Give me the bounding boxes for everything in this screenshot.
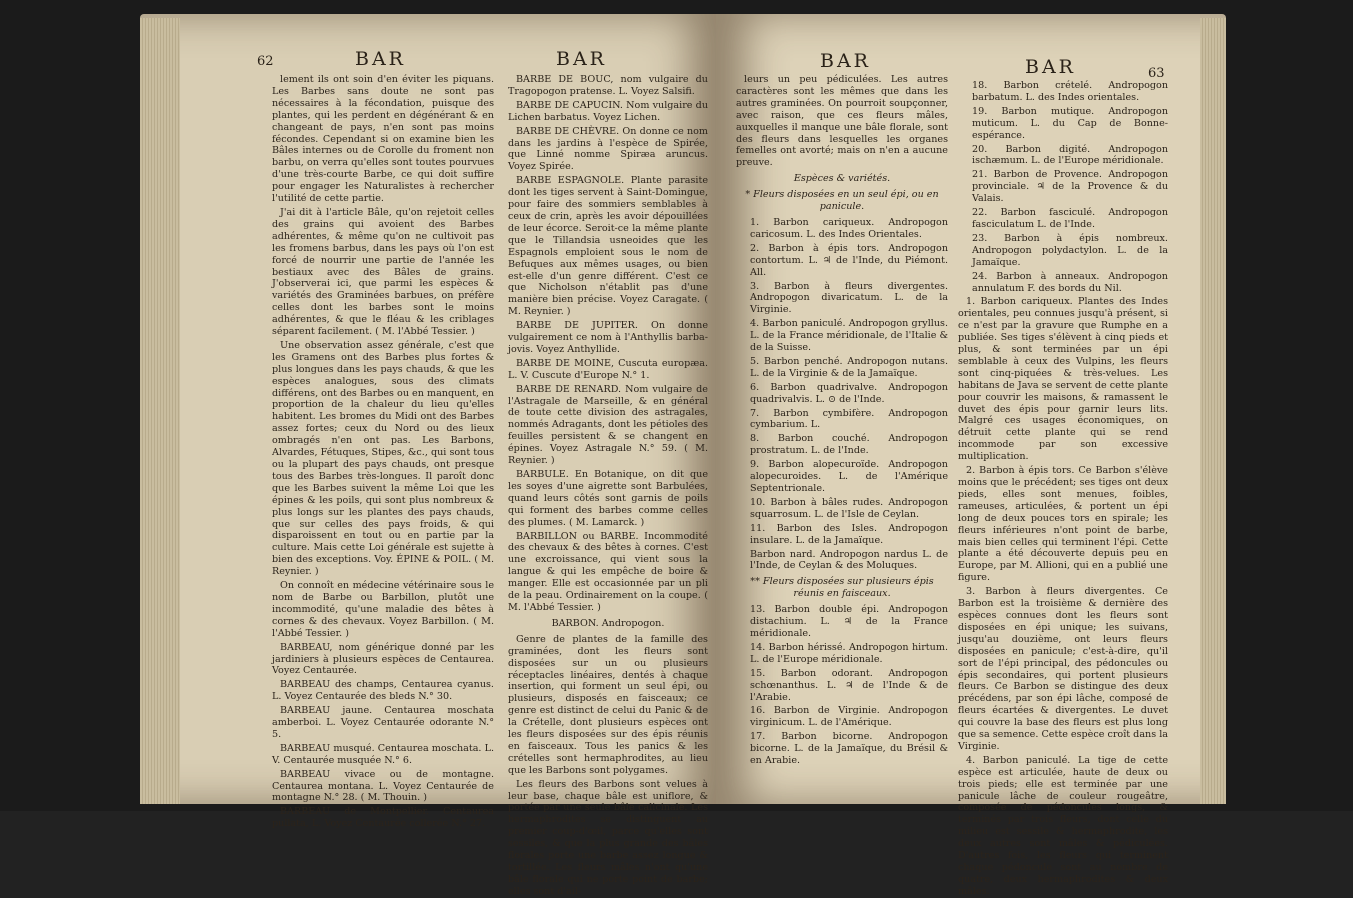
right-page-column-1 bbox=[736, 74, 948, 800]
paragraph: BARBEAU de Montpellier. Centaurea pullata, L. Voyez Centaurée collerée N.° 27. bbox=[272, 806, 494, 830]
species-entry: Barbon nard. Andropogon nardus L. de l'Inde, de Ceylan & des Moluques. bbox=[750, 548, 948, 572]
paragraph: On connoît en médecine vétérinaire sous le nom de Barbe ou Barbillon, plutôt une incommodité, qu'une maladie des bêtes à cornes & des chevaux. Voyez Barbillon. ( M. l'Abbé Tessier. ) bbox=[272, 580, 494, 639]
species-entry: 18. Barbon crételé. Andropogon barbatum. L. des Indes orientales. bbox=[972, 80, 1168, 103]
paragraph: 1. Barbon cariqueux. Plantes des Indes orientales, peu connues jusqu'à présent, si ce n'est par la gravure que Rumphe en a publiée. Ses tiges s'élèvent à cinq pieds et plus, & sont terminées par un épi semblable à ceux des Vulpins, les fleurs sont cinq-piquées & très-velues. Les habitans de Java se servent de cette plante pour couvrir les maisons, & ramassent le duvet des épis pour garnir leurs lits. Malgré ces usages économiques, on détruit cette plante qui se rend incommode par son excessive multiplication. bbox=[958, 296, 1168, 463]
species-entry: 19. Barbon mutique. Andropogon muticum. L. du Cap de Bonne-espérance. bbox=[972, 105, 1168, 141]
entry: BARBE DE CHÈVRE. On donne ce nom dans les jardins à l'espèce de Spirée, que Linné nomme Spiræa aruncus. Voyez Spirée. bbox=[508, 125, 708, 173]
entry: BARBULE. En Botanique, on dit que les soyes d'une aigrette sont Barbulées, quand leurs côtés sont garnis de poils qui forment des barbes comme celles des plumes. ( M. Lamarck. ) bbox=[508, 469, 708, 528]
paragraph: J'ai dit à l'article Bâle, qu'on rejetoit celles des grains qui avoient des Barbes adhérentes, & même qu'on ne cultivoit pas les fromens barbus, dans les pays où l'on est forcé de nourrir une partie de l'année les bestiaux avec des Bâles de grains. J'observerai ici, que parmi les espèces & variétés des Graminées barbues, on préfère celles dont les barbes sont le moins adhérentes, & que le fléau & les criblages séparent facilement. ( M. l'Abbé Tessier. ) bbox=[272, 206, 494, 338]
page-number-right: 63 bbox=[1148, 66, 1165, 81]
species-entry: 8. Barbon couché. Andropogon prostratum. L. de l'Inde. bbox=[750, 433, 948, 457]
paragraph: 3. Barbon à fleurs divergentes. Ce Barbon est la troisième & dernière des espèces connues dont les fleurs sont disposées en épi unique; les suivans, jusqu'au douzième, ont leurs fleurs disposées en panicule; c'est-à-dire, qu'il sort de l'épi principal, des pédoncules ou épis secondaires, qui portent plusieurs fleurs. Ce Barbon se distingue des deux précédens, par son épi lâche, composé de fleurs écartées & divergentes. Le duvet qui couvre la base des fleurs est plus long que sa semence. Cette espèce croît dans la Virginie. bbox=[958, 586, 1168, 752]
species-entry: 7. Barbon cymbifère. Andropogon cymbarium. L. bbox=[750, 407, 948, 431]
paragraph: BARBEAU jaune. Centaurea moschata amberboi. L. Voyez Centaurée odorante N.° 5. bbox=[272, 705, 494, 740]
paragraph: 4. Barbon paniculé. La tige de cette espèce est articulée, haute de deux ou trois pieds; elle est terminée par une panicule lâche de couleur rougeâtre, composée de pédoncules longs, & terminés par trois fleurs, dont celle du milieu est sessile & hermaphrodite, les deux autres sont mâles & pédiculées. D'autres fois, les fleurs qui terminent chaque pédoncule sont au nombre de quatre, deux hermaphrodites & deux mâles. bbox=[958, 754, 1168, 897]
section-heading: BARBON. Andropogon. bbox=[551, 617, 665, 629]
species-entry: 21. Barbon de Provence. Andropogon provinciale. ♃ de la Provence & du Valais. bbox=[972, 169, 1168, 205]
paragraph: lement ils ont soin d'en éviter les piquans. Les Barbes sans doute ne sont pas nécessaires à la fécondation, puisque des plantes, qui les perdent en dégénérant & en changeant de pays, n'en sont pas moins fécondes. Cependant si on examine bien les Bâles internes ou de Corolle du froment non barbu, on verra qu'elles sont toutes pourvues d'une très-courte Barbe, ce qui doit suffire pour engager les Naturalistes à rechercher l'utilité de cette partie. bbox=[272, 74, 494, 205]
paragraph: leurs un peu pédiculées. Les autres caractères sont les mêmes que dans les autres graminées. On pourroit soupçonner, avec raison, que ces fleurs mâles, auxquelles il manque une bâle florale, sont des fleurs dans lesquelles les organes femelles ont avorté; mais on n'en a aucune preuve. bbox=[736, 74, 948, 169]
running-head-right-1: BAR bbox=[820, 50, 871, 72]
left-page-column-1 bbox=[272, 74, 494, 830]
paragraph: 2. Barbon à épis tors. Ce Barbon s'élève moins que le précédent; ses tiges ont deux pieds, elles sont menues, foibles, rameuses, articulées, & portent un épi long de deux pouces tors en spirale; les fleurs inférieures n'ont point de barbe, mais bien celles qui terminent l'épi. Cette plante a été découverte depuis peu en Europe, par M. Allioni, qui en a publié une figure. bbox=[958, 465, 1168, 584]
paragraph: BARBEAU, nom générique donné par les jardiniers à plusieurs espèces de Centaurea. Voyez Centaurée. bbox=[272, 641, 494, 677]
paragraph: BARBEAU vivace ou de montagne. Centaurea montana. L. Voyez Centaurée de montagne N.° 28. ( M. Thouin. ) bbox=[272, 768, 494, 804]
species-entry: 6. Barbon quadrivalve. Andropogon quadrivalvis. L. ⊙ de l'Inde. bbox=[750, 381, 948, 405]
species-entry: 20. Barbon digité. Andropogon ischæmum. L. de l'Europe méridionale. bbox=[972, 143, 1168, 167]
species-entry: 16. Barbon de Virginie. Andropogon virginicum. L. de l'Amérique. bbox=[750, 705, 948, 729]
left-page-column-2 bbox=[508, 74, 708, 897]
right-page-column-2 bbox=[958, 80, 1168, 897]
section-heading: ** Fleurs disposées sur plusieurs épis réunis en faisceaux. bbox=[750, 576, 934, 600]
entry: BARBILLON ou BARBE. Incommodité des chevaux & des bêtes à cornes. C'est une excroissance, qui vient sous la langue & qui les empêche de boire & manger. Elle est occasionnée par un pli de la peau. Ordinairement on la coupe. ( M. l'Abbé Tessier. ) bbox=[508, 530, 708, 613]
entry: BARBE ESPAGNOLE. Plante parasite dont les tiges servent à Saint-Domingue, pour faire des sommiers semblables à ceux de crin, après les avoir dépouillées de leur écorce. Seroit-ce la même plante que le Tillandsia usneoides que les Espagnols emploient sous le nom de Befuques aux mêmes usages, ou bien est-elle d'un genre différent. C'est ce que Nicholson n'établit pas d'une manière bien précise. Voyez Caragate. ( M. Reynier. ) bbox=[508, 175, 708, 318]
species-entry: 3. Barbon à fleurs divergentes. Andropogon divaricatum. L. de la Virginie. bbox=[750, 280, 948, 316]
species-entry: 11. Barbon des Isles. Andropogon insulare. L. de la Jamaïque. bbox=[750, 522, 948, 546]
species-entry: 4. Barbon paniculé. Andropogon gryllus. L. de la France méridionale, de l'Italie & de la Suisse. bbox=[750, 318, 948, 354]
species-entry: 22. Barbon fasciculé. Andropogon fasciculatum L. de l'Inde. bbox=[972, 207, 1168, 230]
entry: BARBE DE CAPUCIN. Nom vulgaire du Lichen barbatus. Voyez Lichen. bbox=[508, 99, 708, 123]
species-entry: 14. Barbon hérissé. Andropogon hirtum. L. de l'Europe méridionale. bbox=[750, 641, 948, 665]
species-entry: 24. Barbon à anneaux. Andropogon annulatum F. des bords du Nil. bbox=[972, 270, 1168, 294]
entry: Genre de plantes de la famille des graminées, dont les fleurs sont disposées sur un ou plusieurs réceptacles linéaires, dentés à chaque insertion, qui forment un seul épi, ou plusieurs, disposés en faisceaux; ce genre est distinct de celui du Panic & de la Crételle, dont plusieurs espèces ont les fleurs disposées sur des épis réunis en faisceaux. Tous les panics & les crételles sont hermaphrodites, au lieu que les Barbons sont polygames. bbox=[508, 633, 708, 776]
entry: BARBE DE JUPITER. On donne vulgairement ce nom à l'Anthyllis barba-jovis. Voyez Anthyllide. bbox=[508, 320, 708, 355]
page-number-left: 62 bbox=[257, 54, 274, 69]
species-entry: 1. Barbon cariqueux. Andropogon caricosum. L. des Indes Orientales. bbox=[750, 216, 948, 240]
running-head-left-1: BAR bbox=[355, 48, 406, 70]
paragraph: BARBEAU musqué. Centaurea moschata. L. V. Centaurée musquée N.° 6. bbox=[272, 742, 494, 766]
species-entry: 10. Barbon à bâles rudes. Andropogon squarrosum. L. de l'Isle de Ceylan. bbox=[750, 496, 948, 520]
entry: BARBE DE BOUC, nom vulgaire du Tragopogon pratense. L. Voyez Salsifi. bbox=[508, 74, 708, 97]
section-heading: * Fleurs disposées en un seul épi, ou en panicule. bbox=[745, 189, 939, 213]
running-head-right-2: BAR bbox=[1025, 56, 1076, 78]
page-edges-right bbox=[1200, 18, 1226, 804]
species-entry: 17. Barbon bicorne. Andropogon bicorne. L. de la Jamaïque, du Brésil & en Arabie. bbox=[750, 731, 948, 767]
running-head-left-2: BAR bbox=[556, 48, 607, 70]
paragraph: BARBEAU des champs, Centaurea cyanus. L. Voyez Centaurée des bleds N.° 30. bbox=[272, 679, 494, 703]
entry: Les fleurs des Barbons sont velues à leur base, chaque bâle est uniflore, & portée par une seule bâle calicinale. Les hermaphrodites se distinguent au premier coup-d'œil, parce qu'elles sont sessiles, & que la plus grande des bâles florales porte une barbe assez longue & tortillée. Les fleurs mâles n'ont qu'une bâle florale qui ne porte point de barbe; elles sont d'ail- bbox=[508, 778, 708, 897]
species-entry: 2. Barbon à épis tors. Andropogon contortum. L. ♃ de l'Inde, du Piémont. All. bbox=[750, 242, 948, 278]
species-entry: 15. Barbon odorant. Andropogon schœnanthus. L. ♃ de l'Inde & de l'Arabie. bbox=[750, 667, 948, 703]
paragraph: Une observation assez générale, c'est que les Gramens ont des Barbes plus fortes & plus longues dans les pays chauds, & que les espèces analogues, sous des climats différens, ont des Barbes ou en manquent, en proportion de la chaleur du lieu qu'elles habitent. Les bromes du Midi ont des Barbes assez fortes; ceux du Nord ou des lieux ombragés n'en ont pas. Les Barbons, Alvardes, Fétuques, Stipes, &c., qui sont tous ou la plupart des pays chauds, ont presque tous des Barbes très-longues. Il paroît donc que les Barbes suivent la même Loi que les épines & les poils, qui sont plus nombreux & plus longs sur les plantes des pays chauds, que sur celles des pays froids, & qui disparoissent en tout ou en partie par la culture. Mais cette Loi générale est sujette à bien des exceptions. Voy. ÉPINE & POIL. ( M. Reynier. ) bbox=[272, 339, 494, 578]
subheading: Espèces & variétés. bbox=[793, 173, 891, 185]
species-entry: 9. Barbon alopecuroïde. Andropogon alopecuroides. L. de l'Amérique Septentrionale. bbox=[750, 459, 948, 494]
species-entry: 23. Barbon à épis nombreux. Andropogon polydactylon. L. de la Jamaïque. bbox=[972, 232, 1168, 268]
species-entry: 13. Barbon double épi. Andropogon distachium. L. ♃ de la France méridionale. bbox=[750, 604, 948, 639]
page-edges-left bbox=[140, 18, 180, 804]
entry: BARBE DE RENARD. Nom vulgaire de l'Astragale de Marseille, & en général de toute cette division des astragales, nommés Adragants, dont les pétioles des feuilles persistent & se changent en épines. Voyez Astragale N.° 59. ( M. Reynier. ) bbox=[508, 383, 708, 467]
species-entry: 5. Barbon penché. Andropogon nutans. L. de la Virginie & de la Jamaïque. bbox=[750, 355, 948, 379]
entry: BARBE DE MOINE, Cuscuta europæa. L. V. Cuscute d'Europe N.° 1. bbox=[508, 357, 708, 381]
